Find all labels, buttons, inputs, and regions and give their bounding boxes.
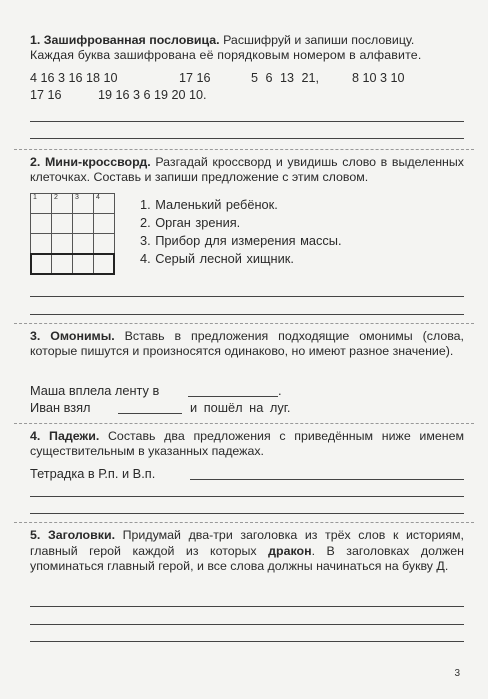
task2-text xyxy=(30,155,464,185)
highlighted-row-divider xyxy=(93,255,94,273)
crossword-cell[interactable] xyxy=(72,213,94,234)
cipher-word: 19 16 3 6 19 20 10. xyxy=(98,88,207,102)
task3-title: 3. Омонимы. xyxy=(30,329,115,343)
crossword-cell[interactable] xyxy=(93,213,115,234)
cell-number: 1 xyxy=(33,194,37,201)
task1-instruction-2: Каждая буква зашифрована её порядковым номером в алфавите. xyxy=(30,48,422,62)
clue-3: 3. Прибор для измерения массы. xyxy=(140,233,342,248)
task1-instruction: Расшифруй и запиши пословицу. xyxy=(223,33,415,47)
crossword-cell[interactable] xyxy=(51,193,73,214)
crossword-cell[interactable] xyxy=(93,233,115,254)
answer-line[interactable] xyxy=(30,496,464,497)
clue-2: 2. Орган зрения. xyxy=(140,215,241,230)
task5-instruction: Придумай два-три заголовка из трёх слов к историям, главный герой каждой из которых xyxy=(30,528,464,558)
blank-field[interactable] xyxy=(188,396,278,397)
cell-number: 4 xyxy=(96,194,100,201)
task2-instruction: Разгадай кроссворд и увидишь слово в выделенных клеточках. Составь и запиши предложение с этим словом. xyxy=(30,155,464,184)
answer-line[interactable] xyxy=(30,641,464,642)
answer-line[interactable] xyxy=(190,479,464,480)
crossword-grid xyxy=(30,193,118,274)
answer-line[interactable] xyxy=(30,296,464,297)
task2-title: 2. Мини-кроссворд. xyxy=(30,155,151,169)
answer-line[interactable] xyxy=(30,121,464,122)
task4-instruction: Составь два предложения с приведённым ниже именем существительным в указанных падежах. xyxy=(30,429,464,458)
crossword-cell[interactable] xyxy=(30,193,52,214)
task1-text xyxy=(30,33,464,48)
case-prompt: Тетрадка в Р.п. и В.п. xyxy=(30,466,156,481)
crossword-cell[interactable] xyxy=(72,233,94,254)
answer-line[interactable] xyxy=(30,606,464,607)
cipher-word: 5 6 13 21, xyxy=(251,71,320,85)
answer-line[interactable] xyxy=(30,314,464,315)
section-divider xyxy=(14,522,474,523)
cipher-word: 17 16 xyxy=(179,71,211,85)
cell-number: 2 xyxy=(54,194,58,201)
task4-text xyxy=(30,429,464,459)
sentence-2-start: Иван взял xyxy=(30,400,91,415)
highlighted-row-divider xyxy=(51,255,52,273)
blank-field[interactable] xyxy=(118,413,182,414)
task1-title: 1. Зашифрованная пословица. xyxy=(30,33,220,47)
task5-text xyxy=(30,528,464,575)
answer-line[interactable] xyxy=(30,138,464,139)
crossword-cell[interactable] xyxy=(51,233,73,254)
page-number: 3 xyxy=(454,668,460,679)
sentence-1: Маша вплела ленту в xyxy=(30,383,160,398)
section-divider xyxy=(14,323,474,324)
sentence-1-period: . xyxy=(278,383,282,398)
cipher-word: 8 10 3 10 xyxy=(352,71,405,85)
highlighted-row-divider xyxy=(72,255,73,273)
crossword-cell[interactable] xyxy=(30,233,52,254)
answer-line[interactable] xyxy=(30,624,464,625)
task5-keyword: дракон xyxy=(268,543,312,558)
task5-title: 5. Заголовки. xyxy=(30,528,116,542)
task3-text xyxy=(30,329,464,359)
cipher-word: 4 16 3 16 18 10 xyxy=(30,71,118,85)
task4-title: 4. Падежи. xyxy=(30,429,100,443)
task5-instruction-end: . В заголовках должен упоминаться главный герой, и все слова должны начинаться на букву Д. xyxy=(30,543,464,573)
cipher-word: 17 16 xyxy=(30,88,62,102)
section-divider xyxy=(14,149,474,150)
crossword-cell[interactable] xyxy=(72,193,94,214)
section-divider xyxy=(14,423,474,424)
task3-instruction: Вставь в предложения подходящие омонимы (слова, которые пишутся и произносятся одинаково, но имеют разное значение). xyxy=(30,329,464,358)
clue-1: 1. Маленький ребёнок. xyxy=(140,197,278,212)
crossword-cell[interactable] xyxy=(93,193,115,214)
crossword-cell[interactable] xyxy=(30,213,52,234)
cell-number: 3 xyxy=(75,194,79,201)
answer-line[interactable] xyxy=(30,513,464,514)
clue-4: 4. Серый лесной хищник. xyxy=(140,251,294,266)
sentence-2-end: и пошёл на луг. xyxy=(190,400,291,415)
crossword-cell[interactable] xyxy=(51,213,73,234)
